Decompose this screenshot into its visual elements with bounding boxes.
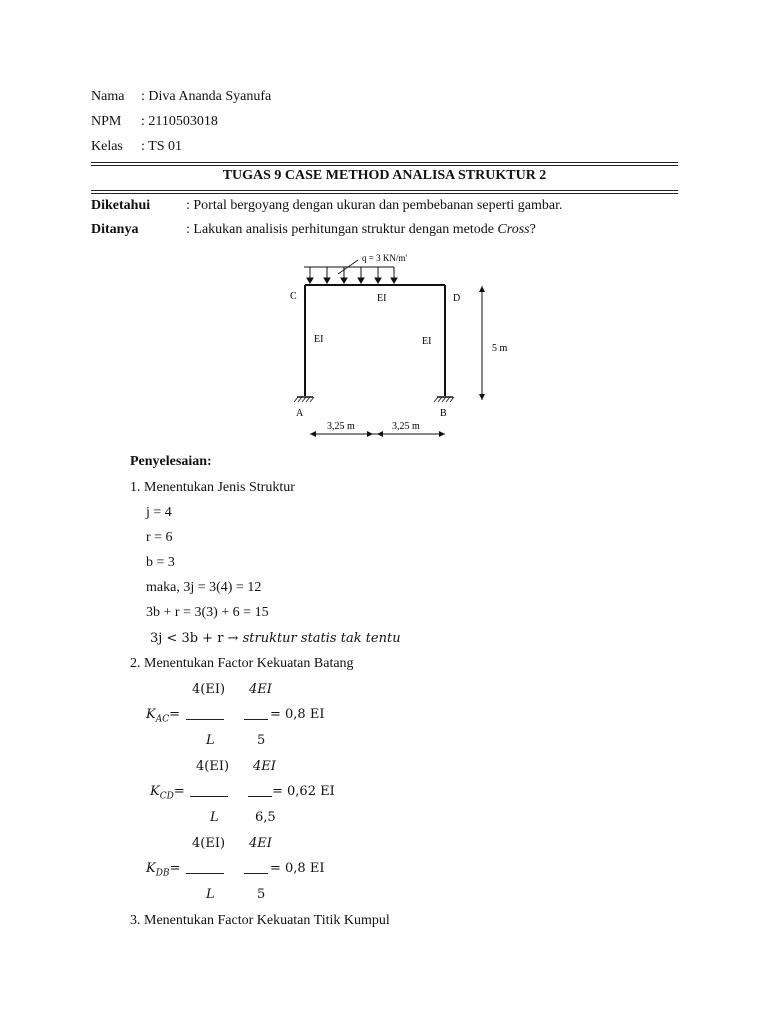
node-b-label: B [440,408,447,419]
k-cd-label: $K_{CD}=$ [150,784,185,802]
span-left-dimension: 3,25 m [327,421,355,432]
document-title: TUGAS 9 CASE METHOD ANALISA STRUKTUR 2 [222,168,547,183]
k-ac-numerator-2: 4EI [249,682,272,697]
node-a-label: A [296,408,304,419]
k-ac-fraction-line-1 [186,719,224,720]
step-1-heading: 1. Menentukan Jenis Struktur [130,480,295,495]
k-ac-numerator-1: 4(EI) [192,682,226,697]
k-db-label: $K_{DB}=$ [146,861,181,879]
k-cd-fraction-line-2 [248,796,272,797]
title-rule-bottom-1 [91,190,678,191]
k-cd-fraction-line-1 [190,796,228,797]
node-d-label: D [453,293,461,304]
step-2-heading: 2. Menentukan Factor Kekuatan Batang [130,656,354,671]
sum-equation: 3b + r = 3(3) + 6 = 15 [146,605,269,620]
title-rule-bottom-2 [91,193,678,194]
k-ac-denominator-1: L [206,733,215,748]
k-db-denominator-2: 5 [257,887,266,902]
k-ac-fraction-line-2 [244,719,268,720]
k-cd-numerator-1: 4(EI) [196,759,230,774]
title-rule-top-1 [91,162,678,163]
k-ac-label: $K_{AC}=$ [146,707,181,725]
k-cd-denominator-1: L [210,810,219,825]
k-db-result: = 0,8 EI [270,861,325,876]
right-column-ei-label: EI [422,336,432,347]
k-db-denominator-1: L [206,887,215,902]
inequality-conclusion: 3j < 3b + r → struktur statis tak tentu [150,631,401,646]
k-db-fraction-line-2 [244,873,268,874]
k-db-numerator-2: 4EI [249,836,272,851]
k-db-fraction-line-1 [186,873,224,874]
ditanya-label: Ditanya [91,222,139,237]
k-db-numerator-1: 4(EI) [192,836,226,851]
height-dimension: 5 m [492,343,508,354]
j-value: j = 4 [146,505,172,520]
k-cd-denominator-2: 6,5 [255,810,276,825]
kelas-label: Kelas [91,139,123,154]
kelas-value: : TS 01 [141,139,182,154]
diketahui-value: : Portal bergoyang dengan ukuran dan pembebanan seperti gambar. [186,198,563,213]
diketahui-label: Diketahui [91,198,151,213]
npm-label: NPM [91,114,122,129]
k-cd-result: = 0,62 EI [272,784,335,799]
maka-equation: maka, 3j = 3(4) = 12 [146,580,262,595]
k-ac-result: = 0,8 EI [270,707,325,722]
name-label: Nama [91,89,125,104]
ditanya-value: : Lakukan analisis perhitungan struktur dengan metode Cross? [186,222,536,237]
node-c-label: C [290,291,297,302]
title-rule-top-2 [91,165,678,166]
k-cd-numerator-2: 4EI [253,759,276,774]
solution-heading: Penyelesaian: [130,454,212,469]
b-value: b = 3 [146,555,175,570]
step-3-heading: 3. Menentukan Factor Kekuatan Titik Kumpul [130,913,390,928]
k-ac-denominator-2: 5 [257,733,266,748]
left-column-ei-label: EI [314,334,324,345]
r-value: r = 6 [146,530,173,545]
span-right-dimension: 3,25 m [392,421,420,432]
npm-value: : 2110503018 [141,114,218,129]
portal-frame-figure [280,250,520,445]
beam-ei-label: EI [377,293,387,304]
name-value: : Diva Ananda Syanufa [141,89,272,104]
load-label: q = 3 KN/m' [362,253,407,263]
